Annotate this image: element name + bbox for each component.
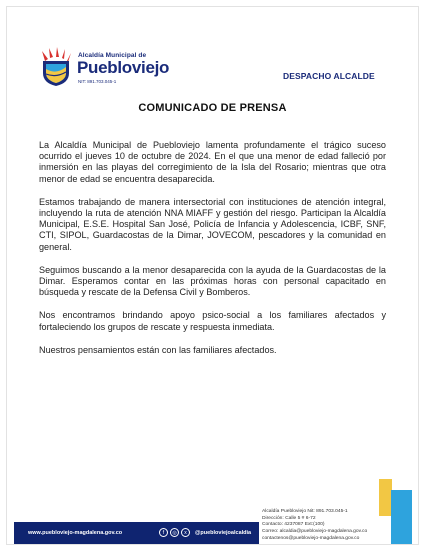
footer-bar: [14, 522, 259, 544]
facebook-icon[interactable]: f: [159, 528, 168, 537]
press-release-page: [7, 7, 418, 544]
page-title: COMUNICADO DE PRENSA: [138, 102, 287, 114]
paragraph: Estamos trabajando de manera intersectorial con instituciones de atención integral, incluyendo la ruta de atención NNA MIAFF y gestión del riesgo. Participan la Alcaldía Municipal, E.S.E. Hospital San José, Policía de Infancia y Adolescencia, ICBF, SNF, CTI, SIPOL, Guardacostas de la Dimar, JOVECOM, pescadores y la comunidad en general.: [39, 196, 386, 252]
contact-line: contactenos@puebloviejo-magdalena.gov.co: [262, 535, 360, 541]
office-name: DESPACHO ALCALDE: [283, 71, 375, 81]
social-icons: [159, 528, 190, 537]
x-icon[interactable]: x: [181, 528, 190, 537]
paragraph: Nuestros pensamientos están con las familiares afectados.: [39, 344, 277, 355]
brand-nit: NIT: 891.703.045-1: [78, 79, 117, 84]
contact-line: Contacto: 4237087 Ext:(100): [262, 522, 325, 528]
municipal-logo: [39, 47, 73, 87]
website-link[interactable]: www.puebloviejo-magdalena.gov.co: [28, 530, 123, 536]
contact-line: Alcaldía Puebloviejo Nit: 891.703.045-1: [262, 509, 348, 514]
contact-line: Correo: alcaldia@puebloviejo-magdalena.gov.co: [262, 529, 368, 535]
instagram-icon[interactable]: ◎: [170, 528, 179, 537]
press-release-body: [39, 140, 386, 368]
paragraph: La Alcaldía Municipal de Puebloviejo lamenta profundamente el trágico suceso ocurrido el jueves 10 de octubre de 2024. En el que una menor de edad falleció por inmersión en las playas del corregimiento de la Isla del Rosario; mientras que otra menor de edad se encuentra desaparecida.: [39, 140, 386, 184]
brand-subtitle: Alcaldía Municipal de: [78, 52, 147, 59]
contact-line: Dirección: Calle 5 # 6-72: [262, 515, 316, 521]
brand-name: Puebloviejo: [77, 58, 170, 77]
social-handle[interactable]: @puebloviejoalcaldia: [195, 530, 252, 536]
paragraph: Seguimos buscando a la menor desaparecida con la ayuda de la Guardacostas de la Dimar. Esperamos contar en las próximas horas con personal capacitado en búsqueda y rescate de la Defensa Civil y Bomberos.: [39, 264, 386, 298]
paragraph: Nos encontramos brindando apoyo psico-social a los familiares afectados y fortaleciendo los grupos de rescate y respuesta inmediata.: [39, 310, 386, 332]
decorative-blue-bar: [391, 490, 412, 544]
footer-contact: [262, 509, 367, 543]
